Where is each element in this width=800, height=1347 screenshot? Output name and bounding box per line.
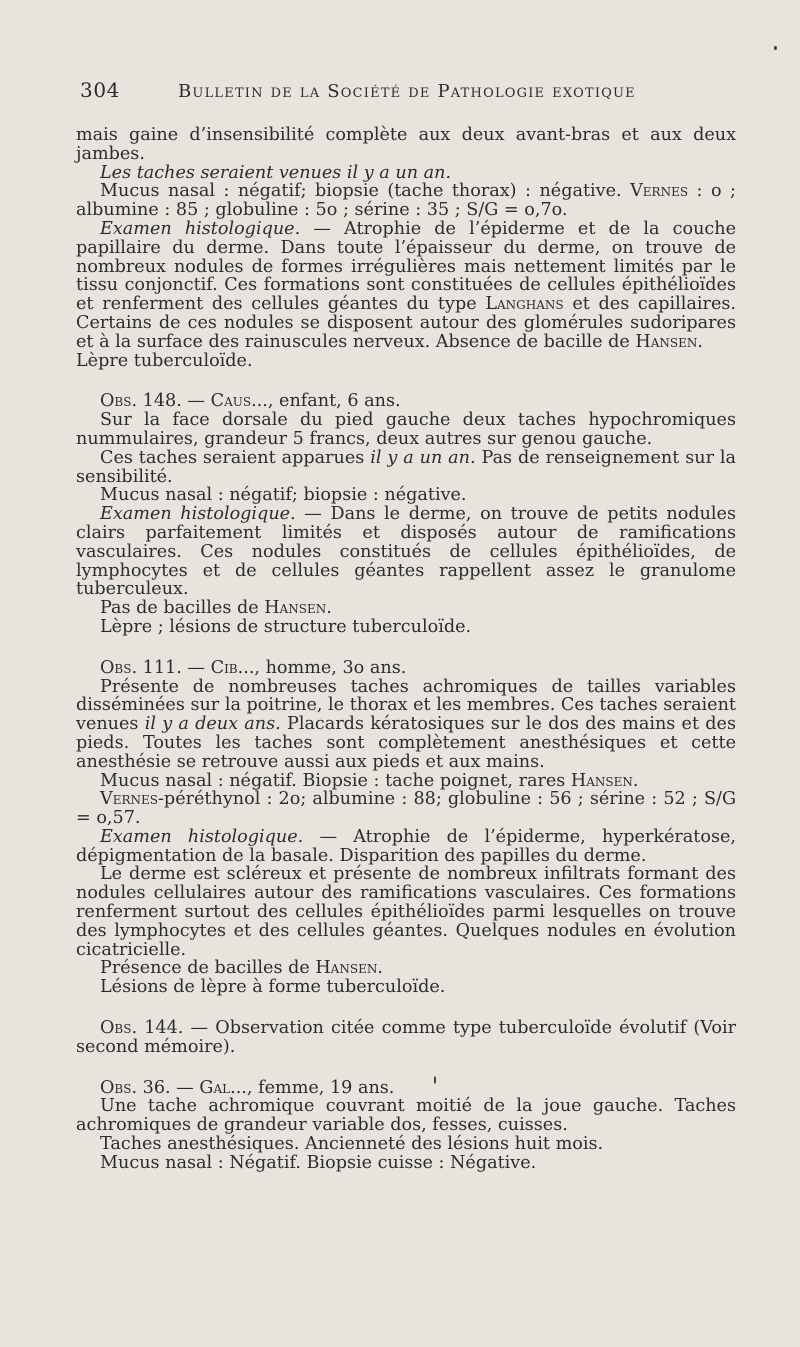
running-title: Bulletin de la Société de Pathologie exotique bbox=[178, 81, 636, 102]
text-run: — bbox=[170, 1077, 200, 1098]
observation-heading bbox=[76, 1079, 736, 1098]
text-run: Mucus nasal : Négatif. Biopsie cuisse : Négative. bbox=[100, 1152, 537, 1173]
text-run: ..., enfant, 6 ans. bbox=[251, 391, 401, 412]
text-run: . bbox=[326, 598, 332, 619]
text-run: Mucus nasal : négatif; biopsie : négative. bbox=[100, 485, 467, 506]
author-name: Vernes bbox=[630, 181, 689, 202]
text-run: il y a deux ans. bbox=[144, 714, 281, 735]
paragraph bbox=[76, 505, 736, 599]
observation-heading bbox=[76, 659, 736, 678]
text-run: Sur la face dorsale du pied gauche deux taches hypochromiques nummulaires, grandeur 5 francs, deux autres sur genou gauche. bbox=[76, 410, 736, 449]
text-run: . bbox=[632, 770, 639, 791]
paragraph bbox=[76, 1135, 736, 1154]
observation-label: Obs. 36. bbox=[100, 1077, 171, 1098]
author-name: Vernes bbox=[100, 789, 158, 810]
text-run: ..., femme, 19 ans. bbox=[230, 1077, 395, 1098]
paragraph bbox=[76, 164, 736, 183]
text-run: Le derme est scléreux et présente de nombreux infiltrats formant des nodules cellulaires autour des ramifications vasculaires. Ces formations renferment surtout des cellules épithélioïdes parmi lesquelles on trouve des lymphocytes et des cellules géantes. Quelques nodules en évolution cicatricielle. bbox=[76, 864, 736, 960]
patient-name: Cib bbox=[210, 657, 238, 678]
paragraph bbox=[76, 1154, 736, 1173]
paragraph bbox=[76, 1097, 736, 1135]
paragraph bbox=[76, 772, 736, 791]
text-run: Mucus nasal : négatif. Biopsie : tache poignet, rares bbox=[100, 770, 571, 791]
author-name: Hansen bbox=[570, 770, 633, 791]
page-number: 304 bbox=[80, 78, 120, 102]
spacer bbox=[76, 1057, 736, 1079]
spacer bbox=[76, 637, 736, 659]
text-run: Pas de renseignement sur la sensibilité. bbox=[76, 447, 737, 487]
paragraph bbox=[76, 790, 736, 828]
text-run: Taches anesthésiques. Ancienneté des lésions huit mois. bbox=[100, 1134, 604, 1155]
paragraph bbox=[76, 978, 736, 997]
text-run: il y a un an. bbox=[370, 447, 476, 468]
text-run: Placards kératosiques sur le dos des mains et des pieds. Toutes les taches sont complètement anesthésiques et cette anesthésie se retrouve aussi aux pieds et aux mains. bbox=[76, 714, 736, 772]
spacer bbox=[76, 997, 736, 1019]
patient-name: Gal bbox=[199, 1077, 231, 1098]
text-run: Ces taches seraient apparues bbox=[100, 447, 371, 468]
author-name: Hansen bbox=[635, 331, 698, 352]
text-run: ..., homme, 3o ans. bbox=[237, 657, 407, 678]
text-run: Pas de bacilles de bbox=[100, 598, 265, 619]
author-name: Hansen bbox=[315, 958, 378, 979]
author-name: Hansen bbox=[264, 598, 327, 619]
paragraph bbox=[76, 220, 736, 352]
paragraph bbox=[76, 618, 736, 637]
section-label: Examen histologique. bbox=[100, 826, 304, 847]
text-run: Une tache achromique couvrant moitié de la joue gauche. Taches achromiques de grandeur variable dos, fesses, cuisses. bbox=[76, 1096, 736, 1136]
text-run: — Atrophie de l’épiderme, hyperkératose, dépigmentation de la basale. Disparition des papilles du derme. bbox=[76, 826, 736, 866]
text-run: — Atrophie de l’épiderme et de la couche papillaire du derme. Dans toute l’épaisseur du derme, on trouve de nombreux nodules de formes irrégulières mais nettement limités par le tissu conjonctif. Ces formations sont constituées de cellules épithélioïdes et renferment des cellules géantes du type bbox=[76, 218, 736, 315]
paragraph bbox=[76, 959, 736, 978]
text-run: Présence de bacilles de bbox=[100, 958, 316, 979]
paragraph bbox=[76, 828, 736, 866]
observation-heading bbox=[76, 1019, 736, 1057]
observation-heading bbox=[76, 392, 736, 411]
text-run: Présente de nombreuses taches achromiques de tailles variables disséminées sur la poitrine, le thorax et les membres. Ces taches seraient venues bbox=[76, 676, 736, 735]
text-run: — bbox=[181, 391, 211, 412]
text-run: — Observation citée comme type tuberculoïde évolutif (Voir second mémoire). bbox=[76, 1018, 736, 1057]
text-run: — Dans le derme, on trouve de petits nodules clairs parfaitement limités et disposés autour de ramifications vasculaires. Ces nodules constitués de cellules épithélioïdes, de lymphocytes et de cellules géantes rappellent assez le granulome tuberculeux. bbox=[76, 504, 736, 600]
text-run: . bbox=[377, 958, 383, 979]
paragraph bbox=[76, 182, 736, 220]
observation-label: Obs. 144. bbox=[100, 1018, 184, 1039]
paper-speck bbox=[774, 46, 777, 50]
text-run: : o ; albumine : 85 ; globuline : 5o ; sérine : 35 ; S/G = o,7o. bbox=[76, 181, 736, 221]
page-header bbox=[80, 78, 730, 102]
author-name: Langhans bbox=[485, 294, 564, 315]
paragraph bbox=[76, 599, 736, 618]
paragraph bbox=[76, 126, 736, 164]
diagnosis: Lésions de lèpre à forme tuberculoïde. bbox=[100, 977, 446, 998]
paragraph bbox=[76, 486, 736, 505]
body-text bbox=[76, 126, 736, 1173]
text-run: Les taches seraient venues il y a un an. bbox=[100, 162, 452, 183]
observation-label: Obs. 111. bbox=[100, 657, 182, 678]
text-run: — bbox=[181, 657, 211, 678]
text-run: et des capillaires. Certains de ces nodules se disposent autour des glomérules sudoripares et à la surface des rainuscules nerveux. Absence de bacille de bbox=[76, 294, 736, 352]
observation-label: Obs. 148. bbox=[100, 391, 182, 412]
patient-name: Caus bbox=[210, 391, 252, 412]
text-run: . bbox=[697, 331, 704, 352]
text-run: Mucus nasal : négatif; biopsie (tache thorax) : négative. bbox=[100, 181, 631, 202]
diagnosis: Lèpre tuberculoïde. bbox=[76, 350, 253, 371]
diagnosis: Lèpre ; lésions de structure tuberculoïde. bbox=[100, 616, 472, 637]
text-run: -péréthynol : 2o; albumine : 88; globuline : 56 ; sérine : 52 ; S/G = o,57. bbox=[76, 789, 736, 829]
paper-speck bbox=[434, 1076, 436, 1084]
paragraph bbox=[76, 411, 736, 449]
section-label: Examen histologique. bbox=[100, 504, 296, 525]
paragraph bbox=[76, 678, 736, 772]
section-label: Examen histologique. bbox=[100, 218, 301, 239]
text-run: mais gaine d’insensibilité complète aux deux avant-bras et aux deux jambes. bbox=[76, 125, 736, 164]
paragraph bbox=[76, 449, 736, 487]
spacer bbox=[76, 370, 736, 392]
paragraph bbox=[76, 352, 736, 371]
paragraph bbox=[76, 865, 736, 959]
